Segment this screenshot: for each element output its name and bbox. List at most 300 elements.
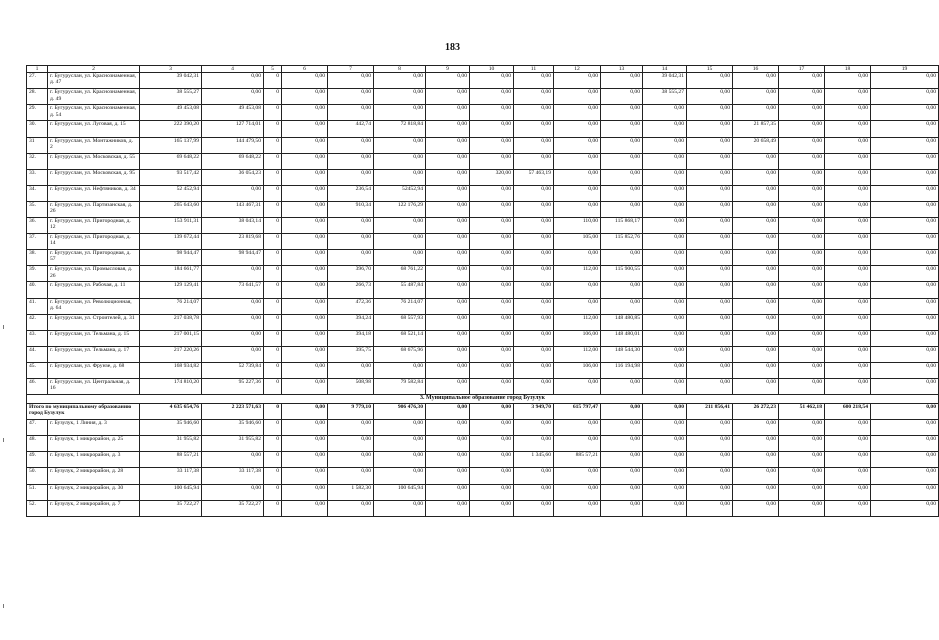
table-cell: г. Бугуруслан, ул. Рабочая, д. 11: [48, 282, 140, 298]
table-cell: 33.: [27, 169, 48, 185]
table-cell: 0,00: [871, 218, 939, 234]
table-cell: 0,00: [825, 484, 871, 500]
table-cell: 0,00: [687, 420, 733, 436]
table-cell: 472,36: [328, 298, 374, 314]
table-cell: 1: [27, 66, 48, 73]
table-cell: 0: [264, 378, 282, 394]
table-cell: 0: [264, 89, 282, 105]
table-cell: 265 643,60: [140, 201, 202, 217]
table-cell: 0,00: [687, 250, 733, 266]
table-cell: 0,00: [282, 137, 328, 153]
table-cell: 0: [264, 298, 282, 314]
table-cell: г. Бугуруслан, ул. Революционная, д. 64: [48, 298, 140, 314]
table-cell: 0,00: [282, 185, 328, 201]
table-cell: 0,00: [514, 362, 554, 378]
table-cell: 0,00: [825, 500, 871, 516]
table-cell: 31 955,82: [202, 436, 264, 452]
table-cell: 0,00: [687, 201, 733, 217]
table-cell: 0,00: [733, 314, 779, 330]
table-cell: 0,00: [426, 346, 470, 362]
table-cell: 0,00: [871, 404, 939, 420]
table-cell: 211 856,41: [687, 404, 733, 420]
table-cell: 0,00: [643, 436, 687, 452]
table-cell: 0,00: [871, 250, 939, 266]
table-cell: 95 227,36: [202, 378, 264, 394]
table-row: [27, 314, 939, 330]
table-cell: 10: [470, 66, 514, 73]
table-cell: 0,00: [426, 89, 470, 105]
table-cell: 0,00: [601, 73, 643, 89]
table-cell: 0,00: [328, 89, 374, 105]
table-cell: 0,00: [426, 362, 470, 378]
table-cell: 0,00: [282, 201, 328, 217]
table-cell: 0,00: [643, 137, 687, 153]
table-row: [27, 468, 939, 484]
table-cell: 885 57,21: [554, 452, 601, 468]
table-cell: 36.: [27, 218, 48, 234]
table-cell: 31: [27, 137, 48, 153]
table-cell: г. Бугуруслан, ул. Пригородная, д. 57: [48, 250, 140, 266]
table-cell: 0,00: [643, 484, 687, 500]
table-cell: 0,00: [601, 500, 643, 516]
table-cell: 222 390,20: [140, 121, 202, 137]
table-cell: 0,00: [779, 420, 825, 436]
table-cell: 7: [328, 66, 374, 73]
table-cell: 37.: [27, 234, 48, 250]
table-cell: 0,00: [282, 436, 328, 452]
table-cell: 112,00: [554, 314, 601, 330]
table-cell: 0,00: [470, 484, 514, 500]
table-cell: 0,00: [825, 378, 871, 394]
table-cell: 0,00: [282, 121, 328, 137]
table-cell: 148 480,85: [601, 314, 643, 330]
table-row: [27, 452, 939, 468]
table-cell: 0,00: [687, 282, 733, 298]
margin-mark: [3, 325, 4, 329]
table-cell: 0,00: [643, 282, 687, 298]
table-cell: 11: [514, 66, 554, 73]
table-cell: 115 868,17: [601, 218, 643, 234]
table-cell: 0,00: [328, 73, 374, 89]
table-cell: 0,00: [825, 153, 871, 169]
table-cell: 28.: [27, 89, 48, 105]
table-cell: 0,00: [470, 105, 514, 121]
table-cell: 0,00: [328, 218, 374, 234]
table-cell: 0,00: [643, 218, 687, 234]
table-cell: 0,00: [202, 73, 264, 89]
table-cell: 46.: [27, 378, 48, 394]
table-cell: 73 641,57: [202, 282, 264, 298]
table-cell: 0,00: [282, 282, 328, 298]
table-cell: 0,00: [426, 250, 470, 266]
table-cell: 0,00: [825, 169, 871, 185]
table-cell: 14: [643, 66, 687, 73]
table-cell: 0,00: [687, 468, 733, 484]
table-cell: 0,00: [687, 153, 733, 169]
table-row: [27, 153, 939, 169]
table-cell: 0,00: [601, 169, 643, 185]
table-cell: 0,00: [779, 73, 825, 89]
table-cell: 2 223 571,63: [202, 404, 264, 420]
table-cell: 0,00: [554, 73, 601, 89]
table-cell: 0,00: [643, 153, 687, 169]
table-cell: 52.: [27, 500, 48, 516]
table-cell: 0,00: [374, 234, 426, 250]
table-cell: 68 761,22: [374, 266, 426, 282]
table-cell: 36 054,23: [202, 169, 264, 185]
table-cell: 0,00: [643, 121, 687, 137]
table-cell: 0,00: [825, 330, 871, 346]
table-cell: 0,00: [871, 452, 939, 468]
table-cell: 0,00: [779, 234, 825, 250]
table-cell: 69 648,22: [140, 153, 202, 169]
table-cell: 39.: [27, 266, 48, 282]
table-cell: 0,00: [733, 436, 779, 452]
table-cell: 508,98: [328, 378, 374, 394]
table-cell: 0,00: [374, 500, 426, 516]
table-cell: 217 038,78: [140, 314, 202, 330]
table-cell: 394,18: [328, 330, 374, 346]
table-cell: 0,00: [470, 185, 514, 201]
table-cell: 0,00: [426, 452, 470, 468]
table-cell: 0,00: [470, 250, 514, 266]
table-cell: 0,00: [871, 201, 939, 217]
table-row: [27, 201, 939, 217]
table-cell: 0,00: [328, 105, 374, 121]
table-cell: 0: [264, 153, 282, 169]
table-cell: 0: [264, 282, 282, 298]
table-cell: 0,00: [825, 73, 871, 89]
table-cell: Итого по муниципальному образованию город Бузулук: [27, 404, 140, 420]
table-cell: 0,00: [643, 234, 687, 250]
table-cell: 0,00: [643, 452, 687, 468]
table-cell: 42.: [27, 314, 48, 330]
table-cell: 0,00: [687, 500, 733, 516]
table-cell: 442,74: [328, 121, 374, 137]
table-cell: 115 852,76: [601, 234, 643, 250]
table-cell: 0,00: [426, 266, 470, 282]
table-cell: 0,00: [825, 137, 871, 153]
table-cell: 16: [733, 66, 779, 73]
table-cell: 4: [202, 66, 264, 73]
table-cell: 0,00: [202, 314, 264, 330]
table-cell: 0,00: [733, 500, 779, 516]
table-cell: 0,00: [470, 346, 514, 362]
table-cell: 0,00: [514, 468, 554, 484]
table-cell: 0,00: [871, 362, 939, 378]
table-cell: 0,00: [202, 266, 264, 282]
table-cell: 0,00: [202, 330, 264, 346]
table-cell: 0,00: [733, 378, 779, 394]
table-cell: г. Бугуруслан, ул. Монтажников, д. 2: [48, 137, 140, 153]
table-row: [27, 185, 939, 201]
table-cell: 0,00: [643, 250, 687, 266]
table-cell: 0,00: [514, 137, 554, 153]
table-cell: 0,00: [514, 330, 554, 346]
table-cell: 0,00: [687, 346, 733, 362]
table-cell: 0,00: [470, 420, 514, 436]
table-cell: 0: [264, 250, 282, 266]
table-cell: 0,00: [643, 169, 687, 185]
table-cell: 0,00: [328, 153, 374, 169]
table-cell: 615 797,47: [554, 404, 601, 420]
table-cell: г. Бугуруслан, ул. Тельмана, д. 15: [48, 330, 140, 346]
table-cell: 0,00: [470, 89, 514, 105]
table-cell: 0,00: [825, 452, 871, 468]
table-cell: 21 857,35: [733, 121, 779, 137]
table-cell: г. Бугуруслан, ул. Московская, д. 95: [48, 169, 140, 185]
table-cell: 0,00: [374, 250, 426, 266]
table-cell: 0,00: [601, 298, 643, 314]
data-table: [26, 65, 939, 517]
table-cell: 0,00: [871, 484, 939, 500]
table-cell: 0,00: [733, 298, 779, 314]
table-cell: 0,00: [282, 314, 328, 330]
table-cell: 38 043,14: [202, 218, 264, 234]
table-cell: 0,00: [554, 436, 601, 452]
table-cell: 0,00: [779, 169, 825, 185]
header-row: [27, 66, 939, 73]
table-row: [27, 266, 939, 282]
table-cell: 0,00: [601, 185, 643, 201]
table-cell: 0,00: [733, 330, 779, 346]
table-cell: 0,00: [733, 250, 779, 266]
table-cell: 0,00: [514, 185, 554, 201]
table-cell: 0,00: [779, 468, 825, 484]
table-cell: 17: [779, 66, 825, 73]
table-cell: 0,00: [643, 468, 687, 484]
table-cell: 0,00: [374, 468, 426, 484]
table-cell: 266,73: [328, 282, 374, 298]
table-cell: 0,00: [426, 500, 470, 516]
table-cell: 41.: [27, 298, 48, 314]
table-cell: 1 345,60: [514, 452, 554, 468]
table-cell: 0,00: [779, 153, 825, 169]
table-cell: 0,00: [202, 298, 264, 314]
table-row: [27, 500, 939, 516]
table-cell: 93 517,42: [140, 169, 202, 185]
page-number: 183: [445, 42, 460, 53]
table-cell: 0,00: [779, 121, 825, 137]
table-cell: 0,00: [374, 137, 426, 153]
table-cell: 0,00: [554, 298, 601, 314]
table-cell: г. Бузулук, 1 Линия, д. 3: [48, 420, 140, 436]
table-cell: 0,00: [601, 378, 643, 394]
table-cell: 0,00: [825, 121, 871, 137]
table-cell: 320,00: [470, 169, 514, 185]
table-cell: 72 818,84: [374, 121, 426, 137]
table-cell: 0,00: [825, 201, 871, 217]
table-row: [27, 282, 939, 298]
table-cell: 0,00: [374, 218, 426, 234]
table-cell: г. Бугуруслан, ул. Центральная, д. 16: [48, 378, 140, 394]
table-cell: 0,00: [733, 201, 779, 217]
table-cell: 0,00: [871, 266, 939, 282]
table-cell: 217 001,15: [140, 330, 202, 346]
table-cell: 0,00: [374, 89, 426, 105]
table-cell: 33 117,38: [140, 468, 202, 484]
table-cell: 0,00: [470, 121, 514, 137]
table-cell: 100 645,94: [140, 484, 202, 500]
table-cell: г. Бугуруслан, ул. Нефтяников, д. 34: [48, 185, 140, 201]
table-cell: 0: [264, 420, 282, 436]
table-cell: 0: [264, 137, 282, 153]
table-cell: 51.: [27, 484, 48, 500]
table-cell: 0,00: [514, 282, 554, 298]
table-cell: 0,00: [514, 73, 554, 89]
table-cell: 0,00: [470, 201, 514, 217]
table-cell: 0,00: [687, 330, 733, 346]
table-cell: 0: [264, 362, 282, 378]
table-cell: 20 658,49: [733, 137, 779, 153]
table-cell: 0,00: [733, 266, 779, 282]
table-cell: 0,00: [514, 121, 554, 137]
table-cell: 0,00: [871, 169, 939, 185]
table-cell: 0,00: [426, 234, 470, 250]
table-cell: 68 557,93: [374, 314, 426, 330]
table-cell: 0,00: [687, 137, 733, 153]
table-cell: 0,00: [825, 436, 871, 452]
table-cell: 0,00: [282, 452, 328, 468]
table-cell: 0,00: [554, 89, 601, 105]
table-cell: 0,00: [779, 378, 825, 394]
table-cell: 0,00: [328, 420, 374, 436]
table-cell: 394,24: [328, 314, 374, 330]
table-row: [27, 362, 939, 378]
table-cell: 0,00: [328, 250, 374, 266]
table-cell: 0,00: [687, 362, 733, 378]
table-cell: 44.: [27, 346, 48, 362]
table-cell: 0,00: [514, 250, 554, 266]
table-cell: 184 661,77: [140, 266, 202, 282]
table-cell: 23 819,68: [202, 234, 264, 250]
table-row: [27, 89, 939, 105]
table-cell: 30.: [27, 121, 48, 137]
table-cell: 0,00: [426, 420, 470, 436]
table-row: [27, 250, 939, 266]
table-cell: 0,00: [328, 500, 374, 516]
table-cell: 76 214,07: [140, 298, 202, 314]
table-cell: 0,00: [871, 378, 939, 394]
table-cell: 38 555,27: [643, 89, 687, 105]
table-cell: 0,00: [825, 234, 871, 250]
table-cell: 0,00: [825, 89, 871, 105]
table-cell: 0,00: [871, 314, 939, 330]
table-cell: 0,00: [601, 404, 643, 420]
table-cell: 0,00: [470, 468, 514, 484]
table-cell: 0: [264, 314, 282, 330]
table-cell: 0: [264, 105, 282, 121]
table-cell: 0,00: [514, 500, 554, 516]
table-cell: 0,00: [470, 330, 514, 346]
table-cell: 0: [264, 234, 282, 250]
table-cell: 0,00: [374, 362, 426, 378]
table-cell: 0,00: [825, 346, 871, 362]
table-cell: 148 480,01: [601, 330, 643, 346]
table-cell: 0,00: [470, 378, 514, 394]
table-cell: 0,00: [643, 185, 687, 201]
table-cell: 0,00: [514, 484, 554, 500]
table-cell: 0,00: [871, 89, 939, 105]
table-cell: 0,00: [282, 250, 328, 266]
table-cell: 0,00: [779, 250, 825, 266]
table-cell: г. Бугуруслан, ул. Пригородная, д. 14: [48, 234, 140, 250]
table-cell: 8: [374, 66, 426, 73]
table-cell: 0,00: [470, 153, 514, 169]
table-cell: 0,00: [374, 452, 426, 468]
table-cell: 0,00: [733, 282, 779, 298]
table-cell: 0,00: [643, 500, 687, 516]
table-cell: 0,00: [825, 362, 871, 378]
table-cell: 0: [264, 73, 282, 89]
table-cell: 45.: [27, 362, 48, 378]
table-cell: 0,00: [282, 169, 328, 185]
table-cell: 115 900,55: [601, 266, 643, 282]
table-cell: 0,00: [779, 266, 825, 282]
table-cell: 0,00: [426, 218, 470, 234]
table-cell: 0,00: [601, 468, 643, 484]
table-cell: 0,00: [871, 468, 939, 484]
table-cell: 217 220,26: [140, 346, 202, 362]
table-cell: 0,00: [779, 298, 825, 314]
table-cell: 0,00: [282, 298, 328, 314]
table-cell: 0,00: [426, 484, 470, 500]
table-cell: 0,00: [687, 436, 733, 452]
table-cell: г. Бугуруслан, ул. Пригородная, д. 12: [48, 218, 140, 234]
table-cell: 0,00: [554, 484, 601, 500]
table-cell: 0,00: [554, 121, 601, 137]
table-cell: 0,00: [282, 362, 328, 378]
table-cell: 0,00: [871, 500, 939, 516]
table-cell: 0,00: [643, 362, 687, 378]
table-cell: 0,00: [426, 282, 470, 298]
table-cell: 0,00: [282, 404, 328, 420]
table-cell: 0,00: [282, 468, 328, 484]
table-cell: г. Бузулук, 1 микрорайон, д. 25: [48, 436, 140, 452]
table-cell: 69 648,22: [202, 153, 264, 169]
table-cell: 0,00: [514, 218, 554, 234]
table-cell: 106,00: [554, 330, 601, 346]
table-cell: 0,00: [328, 362, 374, 378]
table-cell: 9: [426, 66, 470, 73]
table-cell: 9 779,10: [328, 404, 374, 420]
table-cell: 100 645,94: [374, 484, 426, 500]
table-cell: 0,00: [282, 420, 328, 436]
table-cell: 0,00: [470, 266, 514, 282]
table-cell: 0,00: [470, 218, 514, 234]
table-cell: 35.: [27, 201, 48, 217]
table-cell: 0,00: [282, 378, 328, 394]
table-cell: 0,00: [687, 314, 733, 330]
table-cell: 0,00: [779, 185, 825, 201]
total-row: [27, 404, 939, 420]
table-cell: 0,00: [779, 282, 825, 298]
table-cell: г. Бугуруслан, ул. Строителей, д. 31: [48, 314, 140, 330]
table-cell: 0,00: [514, 89, 554, 105]
table-cell: 0,00: [871, 73, 939, 89]
table-cell: 3 949,70: [514, 404, 554, 420]
table-row: [27, 105, 939, 121]
table-cell: 0,00: [554, 105, 601, 121]
table-cell: 0,00: [426, 153, 470, 169]
table-cell: 0,00: [554, 420, 601, 436]
margin-mark: [3, 438, 4, 442]
table-cell: 165 137,99: [140, 137, 202, 153]
table-cell: 0,00: [643, 404, 687, 420]
table-cell: 0,00: [871, 137, 939, 153]
table-cell: 0,00: [426, 468, 470, 484]
table-cell: 0,00: [328, 169, 374, 185]
